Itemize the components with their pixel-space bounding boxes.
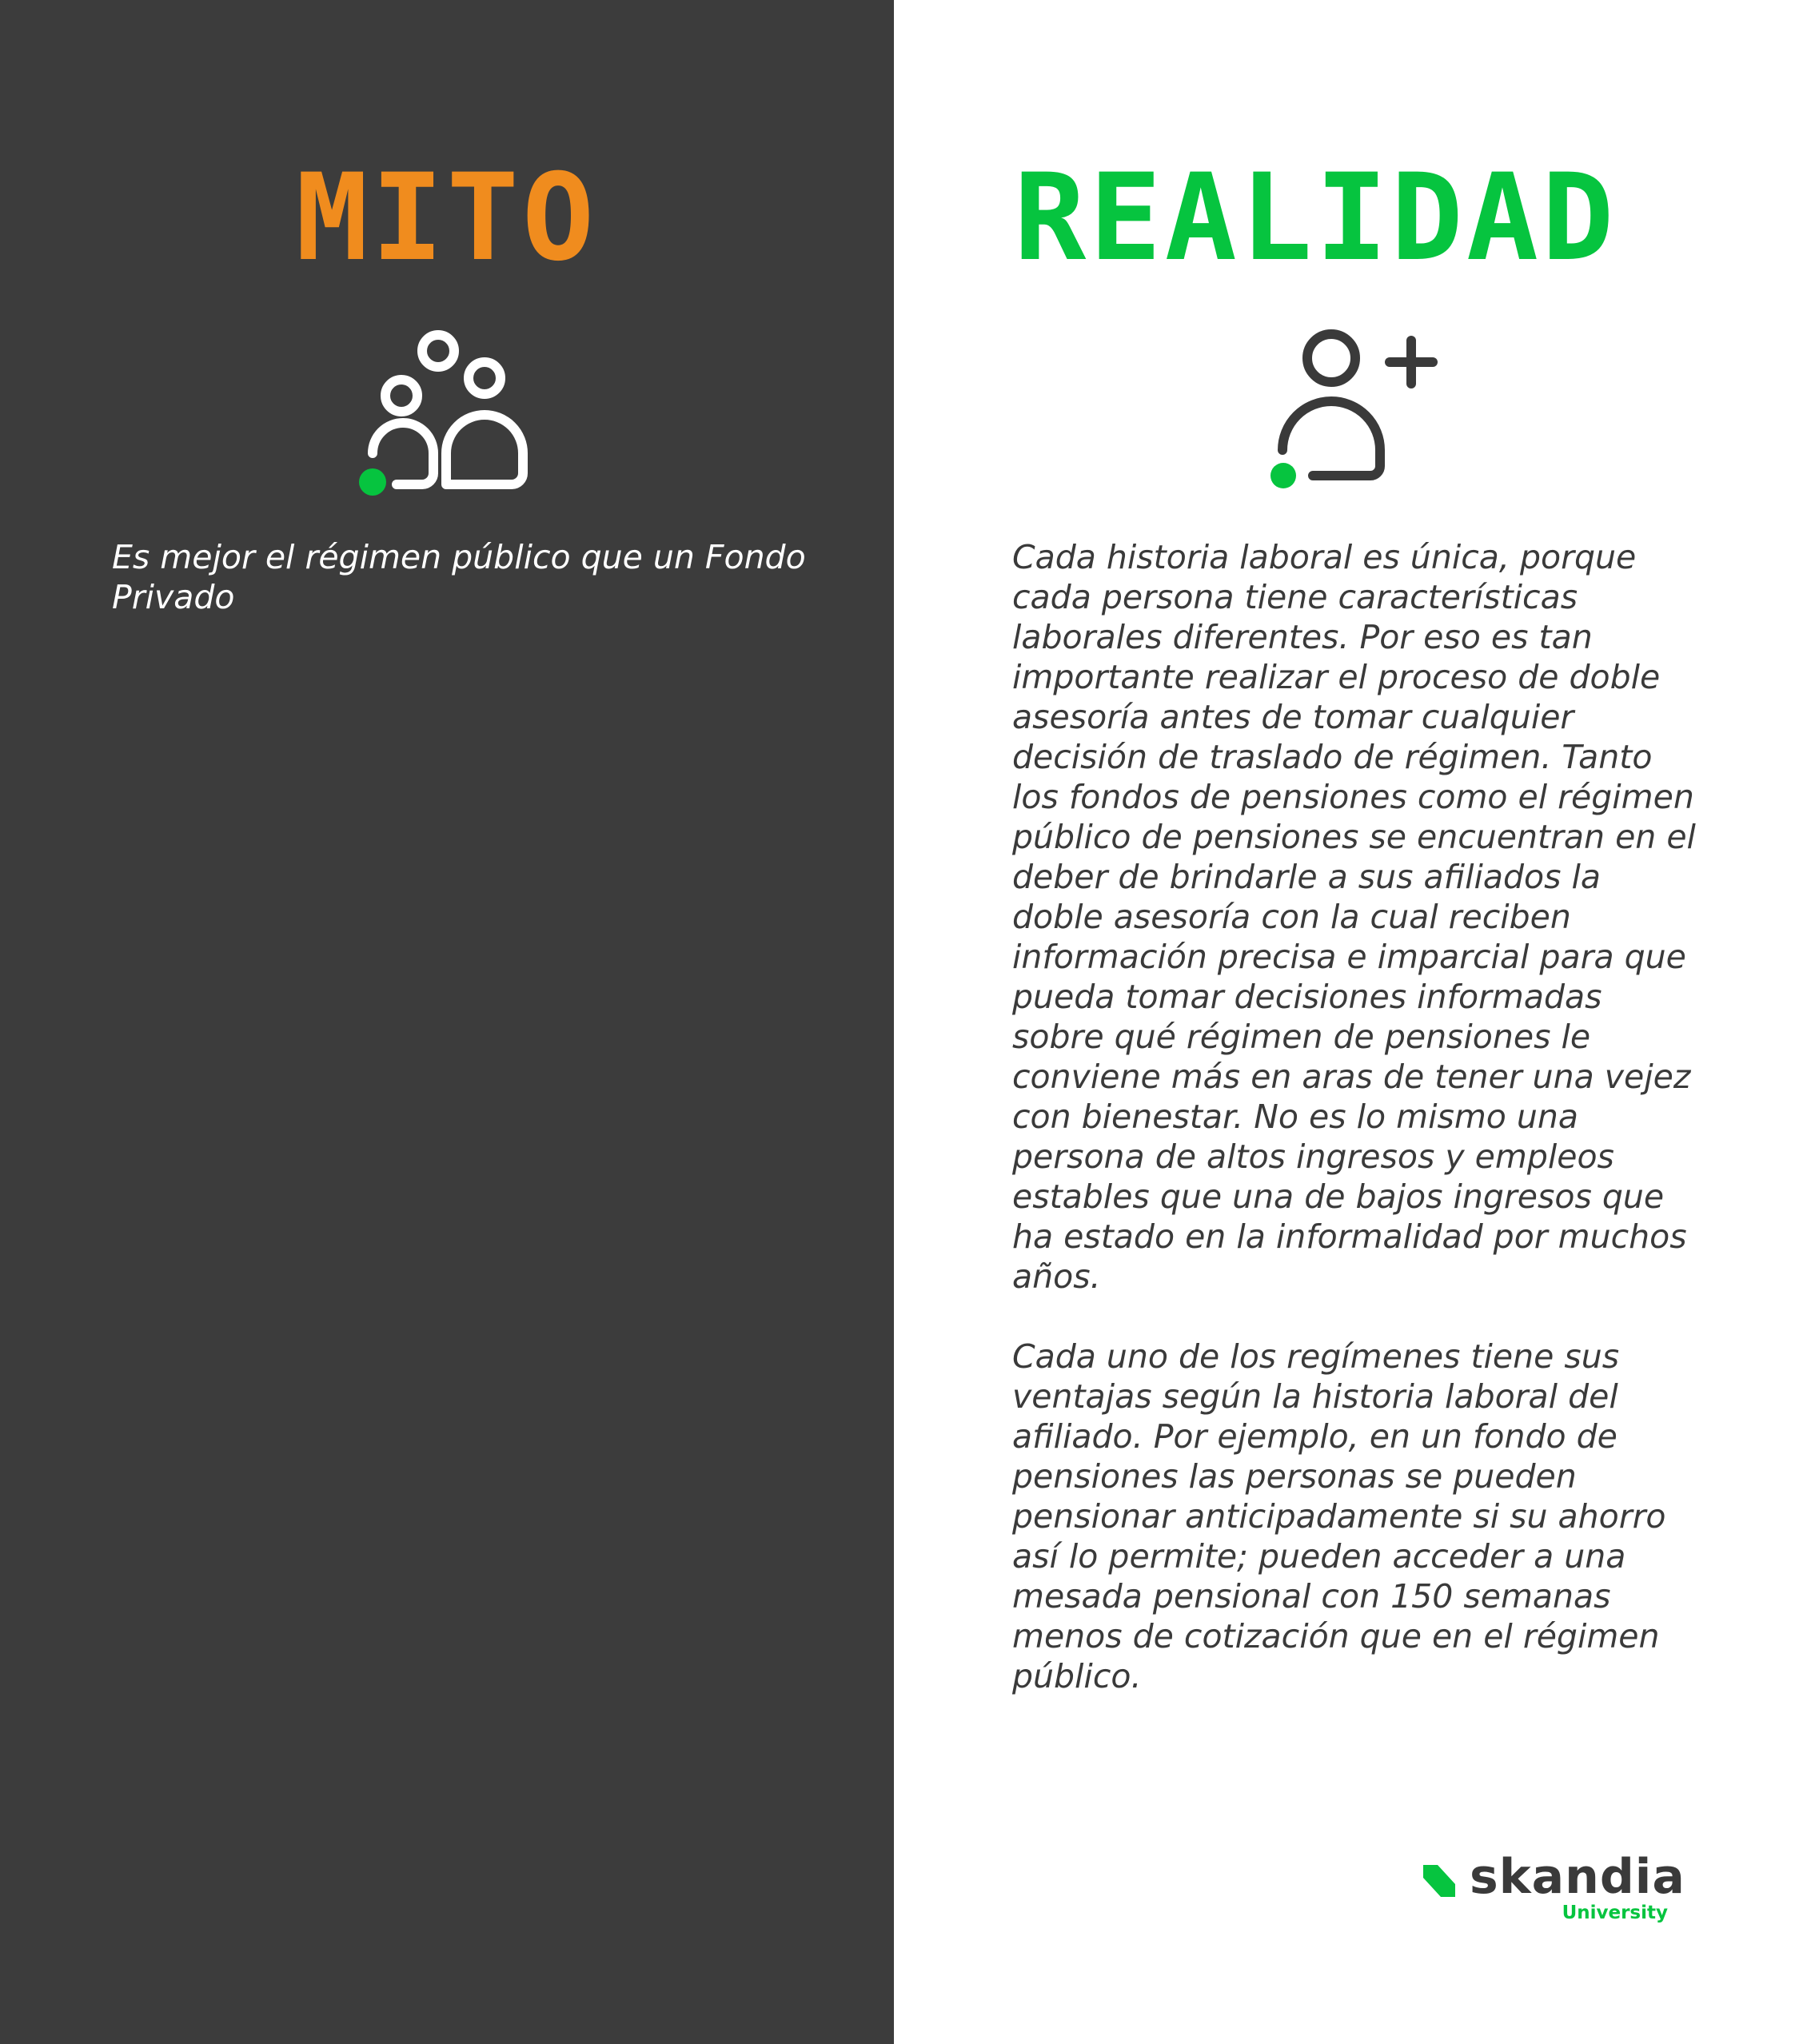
skandia-mark-icon [1423, 1865, 1455, 1897]
group-people-icon [352, 324, 536, 504]
myth-panel [0, 0, 894, 2044]
reality-paragraph: Cada uno de los regímenes tiene sus ventajas según la historia laboral del afiliado. Por ejemplo, en un fondo de pensiones las personas se pueden pensionar anticipadamente si su ahorro así lo permite; pueden acceder a una mesada pensional con 150 semanas menos de cotización que en el régimen público. [1012, 1337, 1666, 1695]
logo-subtitle: University [1562, 1903, 1668, 1923]
reality-text [1012, 537, 1700, 1736]
logo-name: skandia [1470, 1849, 1685, 1905]
skandia-logo [1423, 1849, 1685, 1923]
myth-statement: Es mejor el régimen público que un Fondo Privado [112, 538, 806, 616]
reality-paragraph: Cada historia laboral es única, porque cada persona tiene características laborales diferentes. Por eso es tan importante realizar el proceso de doble asesoría antes de tomar cualquier decisión de traslado de régimen. Tanto los fondos de pensiones como el régimen público de pensiones se encuentran en el deber de brindarle a sus afiliados la doble asesoría con la cual reciben información precisa e imparcial para que pueda tomar decisiones informadas sobre qué régimen de pensiones le conviene más en aras de tener una vejez con bienestar. No es lo mismo una persona de altos ingresos y empleos estables que una de bajos ingresos que ha estado en la informalidad por muchos años. [1012, 538, 1696, 1296]
reality-heading: REALIDAD [1014, 149, 1618, 288]
myth-heading: MITO [296, 149, 598, 288]
add-user-icon [1263, 324, 1439, 500]
